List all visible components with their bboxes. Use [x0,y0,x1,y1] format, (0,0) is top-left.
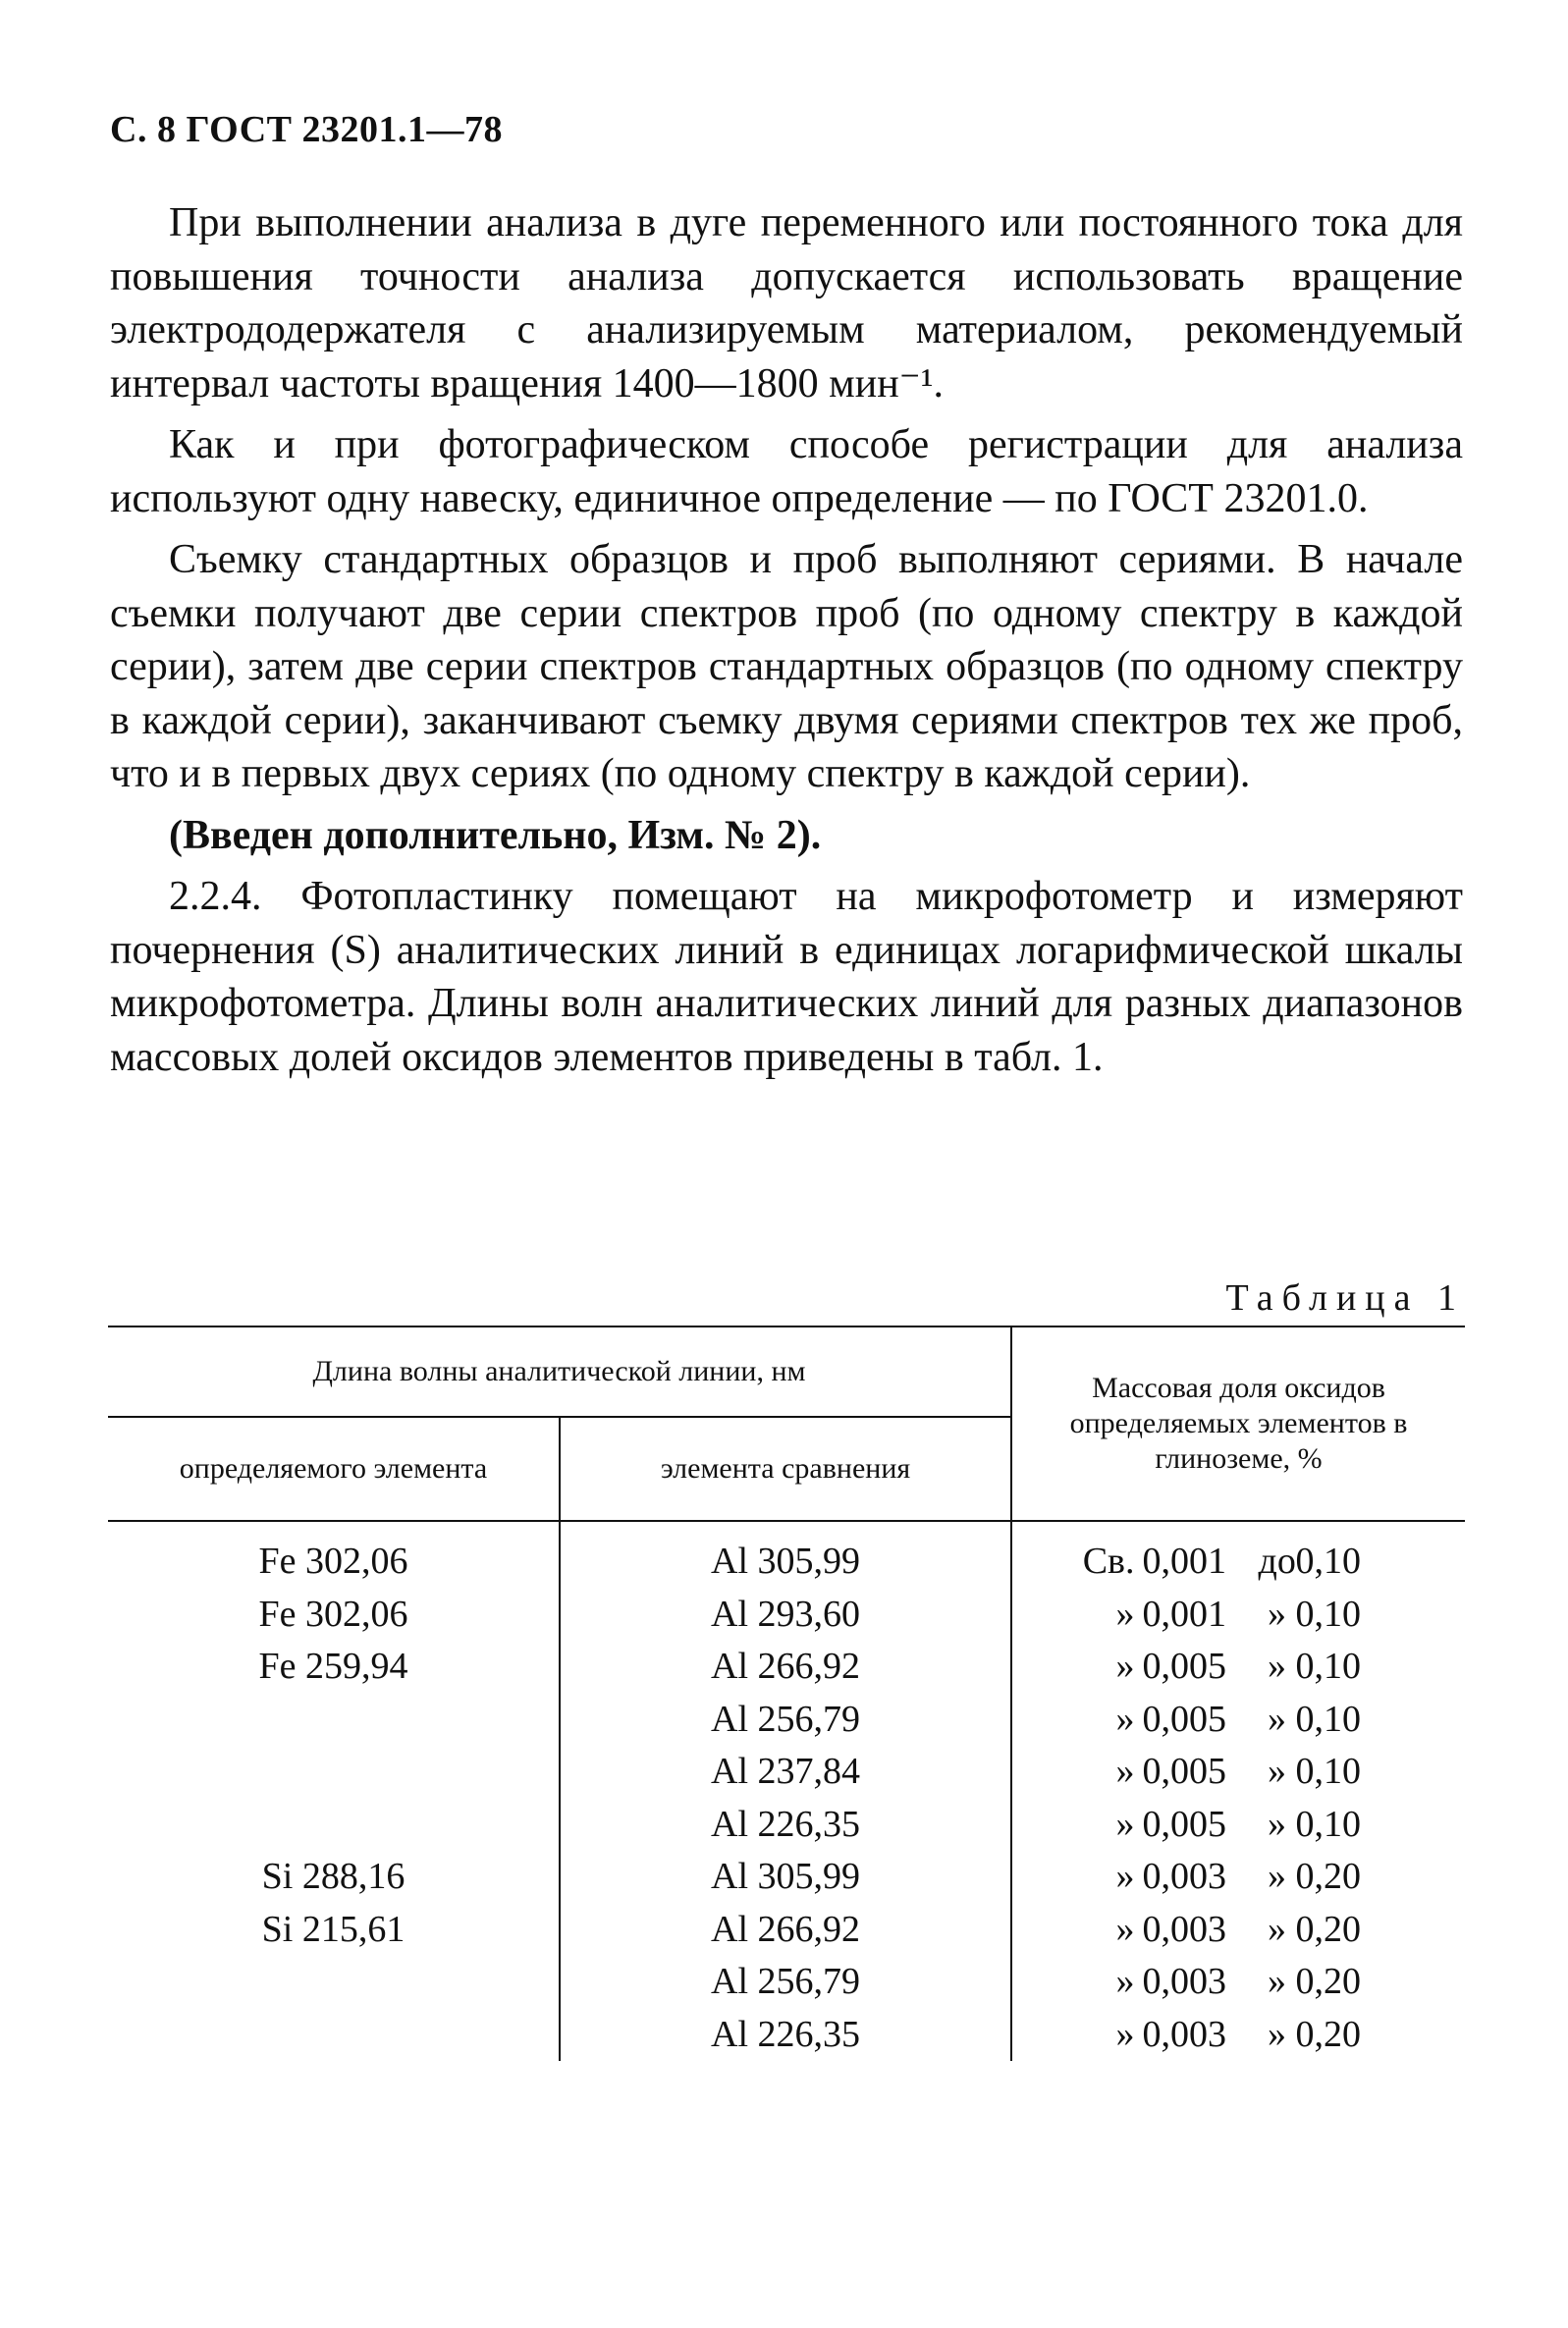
element-cell [108,1746,560,1799]
range-joiner: » [1268,1908,1286,1950]
paragraph: 2.2.4. Фотопластинку помещают на микрофотометр и измеряют почернения (S) аналитических линий в единицах логарифмической шкалы микрофотометра. Длины волн аналитических линий для разных диапазонов массовых долей оксидов элементов приведены в табл. 1. [110,874,1463,1080]
range-cell [1011,1799,1465,1852]
table-row [108,1746,1465,1799]
element-cell [108,2009,560,2062]
range-cell [1011,1694,1465,1747]
range-prefix: » [1115,1593,1135,1635]
range-to: 0,10 [1295,1698,1361,1740]
amendment-note: (Введен дополнительно, Изм. № 2). [169,812,822,858]
table-body [108,1521,1465,2061]
range-to: 0,10 [1295,1541,1361,1582]
range-prefix: Св. [1082,1541,1135,1582]
range-to: 0,20 [1295,1908,1361,1950]
range-from: 0,003 [1142,2013,1226,2055]
range [1066,1904,1412,1957]
range-joiner: » [1268,1751,1286,1792]
header-wavelength: Длина волны аналитической линии, нм [108,1326,1011,1417]
element-cell [108,1956,560,2009]
element-cell [108,1694,560,1747]
range [1066,2009,1412,2062]
table-row [108,1521,1465,1589]
range-prefix: » [1115,1908,1135,1950]
range-to: 0,10 [1295,1593,1361,1635]
range-joiner: » [1268,1698,1286,1740]
range-cell [1011,1521,1465,1589]
reference-cell: Al 305,99 [560,1851,1011,1904]
range [1066,1851,1412,1904]
header-reference: элемента сравнения [560,1417,1011,1521]
range-to: 0,20 [1295,2013,1361,2055]
element-cell: Fe 302,06 [108,1589,560,1642]
range-prefix: » [1115,2013,1135,2055]
table-row [108,1589,1465,1642]
table-row [108,1641,1465,1694]
range-to: 0,10 [1295,1803,1361,1845]
page-header: С. 8 ГОСТ 23201.1—78 [110,109,503,150]
range-joiner: » [1268,1856,1286,1897]
range-joiner: » [1268,1646,1286,1687]
table-row [108,1956,1465,2009]
range-from: 0,005 [1142,1698,1226,1740]
range-from: 0,003 [1142,1908,1226,1950]
range-prefix: » [1115,1751,1135,1792]
body-text [110,196,1463,1092]
element-cell [108,1799,560,1852]
range-cell [1011,1641,1465,1694]
range [1066,1536,1412,1589]
table-row [108,1799,1465,1852]
range-prefix: » [1115,1961,1135,2002]
reference-cell: Al 256,79 [560,1694,1011,1747]
range-joiner: » [1268,2013,1286,2055]
paragraph: Съемку стандартных образцов и проб выполняют сериями. В начале съемки получают две серии спектров проб (по одному спектру в каждой серии), затем две серии спектров стандартных образцов (по одному спектру в каждой серии), заканчивают съемку двумя сериями спектров тех же проб, что и в первых двух сериях (по одному спектру в каждой серии). [110,537,1463,796]
range-prefix: » [1115,1803,1135,1845]
reference-cell: Al 266,92 [560,1904,1011,1957]
range-prefix: » [1115,1698,1135,1740]
range-from: 0,005 [1142,1803,1226,1845]
header-element: определяемого элемента [108,1417,560,1521]
range-joiner: до [1258,1541,1296,1582]
range-from: 0,003 [1142,1961,1226,2002]
range [1066,1956,1412,2009]
reference-cell: Al 305,99 [560,1521,1011,1589]
element-cell: Fe 302,06 [108,1521,560,1589]
range-to: 0,20 [1295,1961,1361,2002]
reference-cell: Al 226,35 [560,1799,1011,1852]
table-caption: Таблица 1 [1225,1277,1465,1319]
range-to: 0,10 [1295,1751,1361,1792]
element-cell: Si 215,61 [108,1904,560,1957]
range-cell [1011,1851,1465,1904]
range-from: 0,005 [1142,1646,1226,1687]
element-cell: Si 288,16 [108,1851,560,1904]
range-cell [1011,1589,1465,1642]
table-row [108,1851,1465,1904]
range-cell [1011,1904,1465,1957]
range-cell [1011,2009,1465,2062]
range [1066,1746,1412,1799]
header-mass-fraction: Массовая доля оксидов определяемых элементов в глиноземе, % [1011,1326,1465,1521]
table-row [108,1694,1465,1747]
table-row [108,1904,1465,1957]
element-cell: Fe 259,94 [108,1641,560,1694]
range-from: 0,005 [1142,1751,1226,1792]
table-row [108,2009,1465,2062]
range [1066,1694,1412,1747]
wavelength-table [108,1326,1465,2061]
range-from: 0,003 [1142,1856,1226,1897]
range [1066,1589,1412,1642]
reference-cell: Al 226,35 [560,2009,1011,2062]
range-from: 0,001 [1142,1541,1226,1582]
range-joiner: » [1268,1593,1286,1635]
range-joiner: » [1268,1803,1286,1845]
reference-cell: Al 266,92 [560,1641,1011,1694]
reference-cell: Al 237,84 [560,1746,1011,1799]
range-to: 0,10 [1295,1646,1361,1687]
range [1066,1799,1412,1852]
paragraph: При выполнении анализа в дуге переменного или постоянного тока для повышения точности анализа допускается использовать вращение электрододержателя с анализируемым материалом, рекомендуемый интервал частоты вращения 1400—1800 мин⁻¹. [110,200,1463,406]
range-joiner: » [1268,1961,1286,2002]
range-cell [1011,1746,1465,1799]
range [1066,1641,1412,1694]
range-prefix: » [1115,1646,1135,1687]
range-cell [1011,1956,1465,2009]
reference-cell: Al 256,79 [560,1956,1011,2009]
range-to: 0,20 [1295,1856,1361,1897]
reference-cell: Al 293,60 [560,1589,1011,1642]
range-prefix: » [1115,1856,1135,1897]
paragraph: Как и при фотографическом способе регистрации для анализа используют одну навеску, единичное определение — по ГОСТ 23201.0. [110,422,1463,521]
range-from: 0,001 [1142,1593,1226,1635]
